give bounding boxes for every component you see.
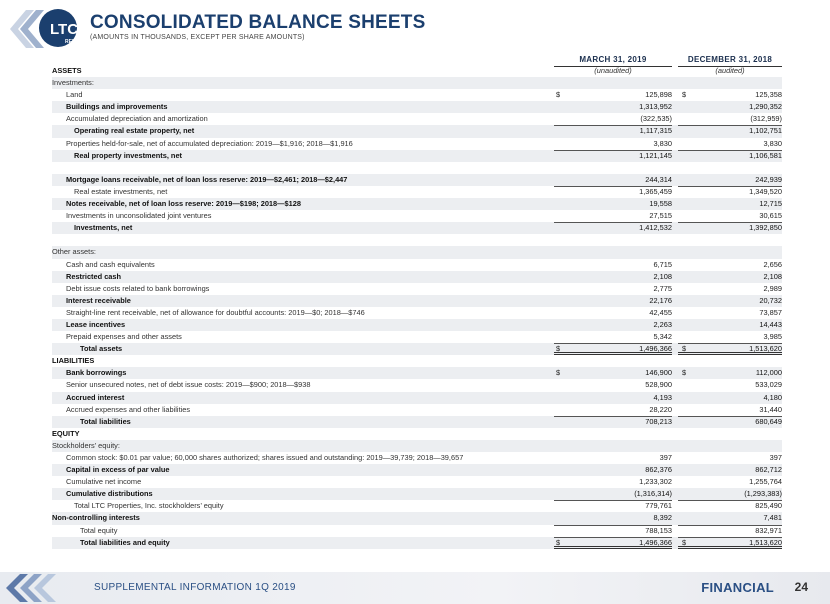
table-row bbox=[52, 150, 782, 162]
row-label: Cumulative net income bbox=[66, 477, 142, 487]
row-label: ASSETS bbox=[52, 66, 82, 75]
value-december-2018: 12,715 bbox=[759, 199, 782, 209]
table-row bbox=[52, 101, 782, 113]
value-march-2019: 4,193 bbox=[653, 392, 672, 402]
value-march-2019: (322,535) bbox=[640, 114, 672, 124]
table-row bbox=[52, 404, 782, 416]
value-march-2019: 779,761 bbox=[645, 501, 672, 511]
value-december-2018: 3,985 bbox=[763, 332, 782, 342]
value-december-2018: 73,857 bbox=[759, 307, 782, 317]
value-december-2018: 2,656 bbox=[763, 259, 782, 269]
table-row bbox=[52, 331, 782, 343]
value-december-2018: 680,649 bbox=[755, 416, 782, 426]
value-march-2019: 788,153 bbox=[645, 525, 672, 535]
table-row bbox=[52, 162, 782, 174]
table-row bbox=[52, 113, 782, 125]
table-row bbox=[52, 210, 782, 222]
value-december-2018: (1,293,383) bbox=[744, 489, 782, 499]
value-december-2018: 20,732 bbox=[759, 295, 782, 305]
value-march-2019: 1,233,302 bbox=[639, 477, 672, 487]
value-march-2019: 42,455 bbox=[649, 307, 672, 317]
table-row bbox=[52, 537, 782, 549]
row-label: Capital in excess of par value bbox=[66, 465, 170, 475]
value-december-2018: 533,029 bbox=[755, 380, 782, 390]
row-label: Real property investments, net bbox=[74, 150, 183, 160]
row-label: Total liabilities bbox=[80, 416, 131, 426]
value-december-2018: 112,000 bbox=[755, 368, 782, 378]
row-label: Investments in unconsolidated joint ventures bbox=[66, 211, 212, 221]
value-december-2018: 4,180 bbox=[763, 392, 782, 402]
value-december-2018: 125,358 bbox=[755, 90, 782, 100]
chevron-arrows-icon bbox=[6, 574, 76, 602]
column-subheader-unaudited: (unaudited) bbox=[594, 66, 632, 75]
row-label: Common stock: $0.01 par value; 60,000 shares authorized; shares issued and outstanding: 2019—39,739; 2018—39,657 bbox=[66, 453, 464, 462]
table-row bbox=[52, 476, 782, 488]
value-december-2018: 2,108 bbox=[763, 271, 782, 281]
table-row bbox=[52, 428, 782, 440]
value-march-2019: 1,365,459 bbox=[639, 186, 672, 196]
value-december-2018: 1,102,751 bbox=[749, 126, 782, 136]
value-december-2018: 1,106,581 bbox=[749, 150, 782, 160]
value-december-2018: 1,290,352 bbox=[749, 102, 782, 112]
row-label: Properties held-for-sale, net of accumulated depreciation: 2019—$1,916; 2018—$1,916 bbox=[66, 138, 353, 148]
table-row bbox=[52, 65, 782, 77]
value-march-2019: 22,176 bbox=[649, 295, 672, 305]
value-december-2018: 1,513,620 bbox=[749, 344, 782, 354]
table-row bbox=[52, 174, 782, 186]
table-row bbox=[52, 198, 782, 210]
column-header-december-2018: DECEMBER 31, 2018 bbox=[687, 55, 773, 64]
row-label: Stockholders’ equity: bbox=[52, 440, 120, 450]
row-label: Non-controlling interests bbox=[52, 513, 140, 523]
logo-text: LTC bbox=[50, 21, 79, 38]
table-row bbox=[52, 464, 782, 476]
value-december-2018: 31,440 bbox=[759, 404, 782, 414]
row-label: Cumulative distributions bbox=[66, 489, 153, 499]
row-label: EQUITY bbox=[52, 428, 80, 438]
table-row bbox=[52, 512, 782, 524]
value-march-2019: 1,496,366 bbox=[639, 537, 672, 547]
table-row bbox=[52, 138, 782, 150]
dollar-sign: $ bbox=[556, 537, 561, 547]
value-march-2019: (1,316,314) bbox=[634, 489, 672, 499]
value-march-2019: 528,900 bbox=[645, 380, 672, 390]
table-row bbox=[52, 500, 782, 512]
value-march-2019: 8,392 bbox=[653, 513, 672, 523]
table-row bbox=[52, 416, 782, 428]
dollar-sign: $ bbox=[556, 90, 561, 100]
value-march-2019: 1,313,952 bbox=[639, 102, 672, 112]
table-row bbox=[52, 319, 782, 331]
value-march-2019: 1,117,315 bbox=[639, 126, 672, 136]
value-march-2019: 244,314 bbox=[645, 174, 672, 184]
value-december-2018: 862,712 bbox=[755, 465, 782, 475]
row-label: Accrued expenses and other liabilities bbox=[66, 404, 191, 414]
value-march-2019: 1,121,145 bbox=[639, 150, 672, 160]
row-label: Accrued interest bbox=[66, 392, 125, 402]
dollar-sign: $ bbox=[682, 537, 687, 547]
row-label: Interest receivable bbox=[66, 295, 131, 305]
value-march-2019: 1,496,366 bbox=[639, 344, 672, 354]
table-row bbox=[52, 186, 782, 198]
page-title: CONSOLIDATED BALANCE SHEETS bbox=[90, 12, 426, 33]
value-march-2019: 27,515 bbox=[649, 211, 672, 221]
value-december-2018: 242,939 bbox=[755, 174, 782, 184]
row-label: Mortgage loans receivable, net of loan loss reserve: 2019—$2,461; 2018—$2,447 bbox=[66, 174, 348, 184]
row-label: Lease incentives bbox=[66, 319, 126, 329]
row-label: Investments: bbox=[52, 78, 94, 88]
column-subheader-audited: (audited) bbox=[715, 66, 745, 75]
footer-bar bbox=[0, 572, 830, 604]
logo-sub: REIT bbox=[65, 39, 77, 45]
table-row bbox=[52, 259, 782, 271]
balance-sheet-table bbox=[52, 65, 782, 549]
row-label: Accumulated depreciation and amortization bbox=[66, 114, 208, 124]
value-march-2019: 3,830 bbox=[653, 138, 672, 148]
table-row bbox=[52, 295, 782, 307]
table-row bbox=[52, 525, 782, 537]
row-label: Senior unsecured notes, net of debt issue costs: 2019—$900; 2018—$938 bbox=[66, 380, 311, 390]
value-march-2019: 2,775 bbox=[653, 283, 672, 293]
row-label: Land bbox=[66, 90, 83, 100]
value-march-2019: 5,342 bbox=[653, 332, 672, 342]
value-march-2019: 6,715 bbox=[653, 259, 672, 269]
value-march-2019: 1,412,532 bbox=[639, 223, 672, 233]
row-label: Total liabilities and equity bbox=[80, 537, 170, 547]
table-row bbox=[52, 246, 782, 258]
dollar-sign: $ bbox=[682, 344, 687, 354]
value-december-2018: 1,392,850 bbox=[749, 223, 782, 233]
row-label: LIABILITIES bbox=[52, 356, 95, 366]
table-row bbox=[52, 488, 782, 500]
table-row bbox=[52, 271, 782, 283]
dollar-sign: $ bbox=[556, 368, 561, 378]
value-december-2018: (312,959) bbox=[750, 114, 782, 124]
table-row bbox=[52, 234, 782, 246]
table-row bbox=[52, 392, 782, 404]
row-label: Operating real estate property, net bbox=[74, 126, 195, 136]
value-march-2019: 125,898 bbox=[645, 90, 672, 100]
row-label: Restricted cash bbox=[66, 271, 122, 281]
table-row bbox=[52, 77, 782, 89]
row-label: Debt issue costs related to bank borrowings bbox=[66, 283, 210, 293]
row-label: Prepaid expenses and other assets bbox=[66, 332, 182, 342]
value-december-2018: 3,830 bbox=[763, 138, 782, 148]
value-december-2018: 7,481 bbox=[763, 513, 782, 523]
row-label: Straight-line rent receivable, net of allowance for doubtful accounts: 2019—$0; 2018—$746 bbox=[66, 307, 365, 317]
value-december-2018: 1,255,764 bbox=[749, 477, 782, 487]
table-row bbox=[52, 89, 782, 101]
table-row bbox=[52, 355, 782, 367]
table-row bbox=[52, 222, 782, 234]
table-row bbox=[52, 307, 782, 319]
value-march-2019: 146,900 bbox=[645, 368, 672, 378]
dollar-sign: $ bbox=[556, 344, 561, 354]
row-label: Investments, net bbox=[74, 223, 133, 233]
row-label: Total LTC Properties, Inc. stockholders’ equity bbox=[74, 501, 224, 511]
page-number: 24 bbox=[794, 580, 808, 594]
value-december-2018: 1,513,620 bbox=[749, 537, 782, 547]
value-december-2018: 1,349,520 bbox=[749, 186, 782, 196]
row-label: Bank borrowings bbox=[66, 368, 127, 378]
value-december-2018: 14,443 bbox=[759, 319, 782, 329]
row-label: Buildings and improvements bbox=[66, 102, 168, 112]
row-label: Other assets: bbox=[52, 247, 96, 257]
value-march-2019: 862,376 bbox=[645, 465, 672, 475]
table-row bbox=[52, 379, 782, 391]
value-march-2019: 28,220 bbox=[649, 404, 672, 414]
value-december-2018: 30,615 bbox=[759, 211, 782, 221]
dollar-sign: $ bbox=[682, 90, 687, 100]
value-december-2018: 397 bbox=[769, 453, 782, 462]
value-march-2019: 2,263 bbox=[653, 319, 672, 329]
row-label: Cash and cash equivalents bbox=[66, 259, 155, 269]
table-row bbox=[52, 125, 782, 137]
table-row bbox=[52, 452, 782, 464]
value-march-2019: 708,213 bbox=[645, 416, 672, 426]
value-december-2018: 832,971 bbox=[755, 525, 782, 535]
column-header-march-2019: MARCH 31, 2019 bbox=[579, 55, 647, 64]
value-march-2019: 2,108 bbox=[653, 271, 672, 281]
dollar-sign: $ bbox=[682, 368, 687, 378]
table-row bbox=[52, 367, 782, 379]
row-label: Total equity bbox=[80, 525, 118, 535]
row-label: Notes receivable, net of loan loss reserve: 2019—$198; 2018—$128 bbox=[66, 199, 301, 209]
value-december-2018: 2,989 bbox=[763, 283, 782, 293]
footer-supplemental-text: SUPPLEMENTAL INFORMATION 1Q 2019 bbox=[94, 582, 296, 593]
value-march-2019: 19,558 bbox=[649, 199, 672, 209]
company-logo bbox=[10, 6, 82, 52]
footer-section-label: FINANCIAL bbox=[701, 580, 774, 595]
row-label: Real estate investments, net bbox=[74, 186, 168, 196]
value-march-2019: 397 bbox=[659, 453, 672, 462]
table-row bbox=[52, 343, 782, 355]
page-subtitle: (AMOUNTS IN THOUSANDS, EXCEPT PER SHARE AMOUNTS) bbox=[90, 34, 305, 41]
table-row bbox=[52, 283, 782, 295]
table-row bbox=[52, 440, 782, 452]
row-label: Total assets bbox=[80, 344, 123, 354]
value-december-2018: 825,490 bbox=[755, 501, 782, 511]
